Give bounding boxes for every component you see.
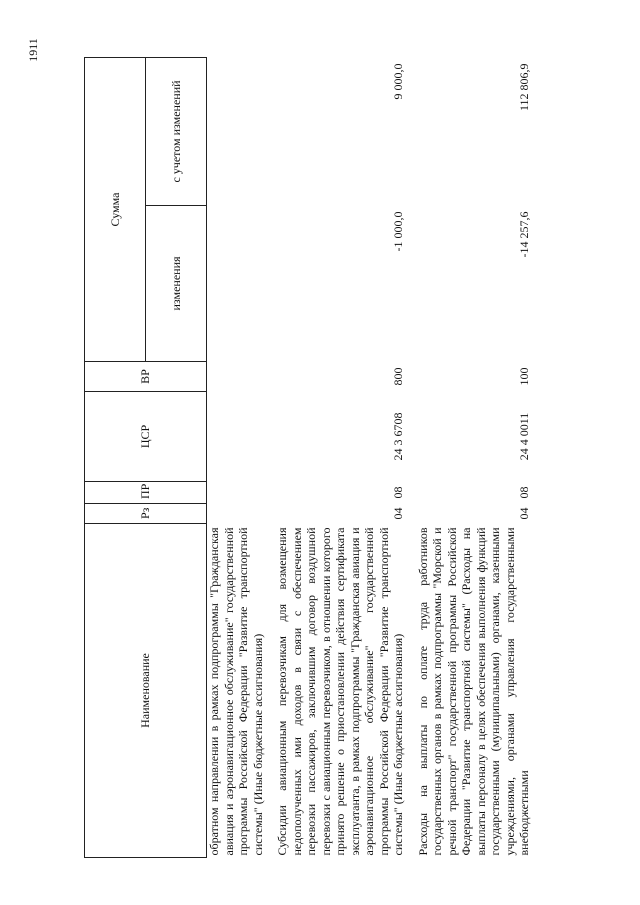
header-name: Наименование [85, 524, 207, 858]
header-with-change: с учетом изменений [146, 57, 207, 205]
row-csr [207, 392, 266, 482]
row-vr [207, 362, 266, 392]
row-change [207, 206, 266, 362]
row-pr: 08 [517, 486, 531, 499]
header-sum: Сумма [85, 57, 146, 361]
row-name: Субсидии авиационным перевозчикам для возмещения недополученных ими доходов в связи с обеспечением перевозки пассажиров, заключившим договор воздушной перевозки с авиационным перевозчиком, в отношении которого принято решение о приостановлении действия сертификата эксплуатанта, в рамках подпрограммы "Гражданская авиация и аэронавигационное обслуживание" государственной программы Российской Федерации "Развитие транспортной системы" (Иные бюджетные ассигнования) [275, 527, 405, 856]
row-spacer [265, 57, 275, 857]
table-row [416, 57, 532, 857]
row-with-change: 9 000,0 [391, 63, 405, 100]
row-vr: 800 [391, 367, 405, 386]
header-vr: ВР [85, 362, 207, 392]
header-rz: Рз [85, 504, 207, 524]
header-pr: ПР [85, 482, 207, 504]
page-number: 1911 [26, 38, 40, 62]
row-spacer [406, 57, 416, 857]
header-csr: ЦСР [85, 392, 207, 482]
row-rz [207, 504, 266, 524]
budget-table [84, 57, 532, 858]
row-pr: 08 [391, 486, 405, 499]
row-pr [207, 482, 266, 504]
row-change: -1 000,0 [391, 211, 405, 252]
row-rz: 04 [391, 507, 405, 520]
row-name: обратном направлении в рамках подпрограммы "Гражданская авиация и аэронавигационное обслуживание" государственной программы Российской Федерации "Развитие транспортной системы" (Иные бюджетные ассигнования) [207, 527, 265, 856]
row-with-change [207, 57, 266, 205]
row-rz: 04 [517, 507, 531, 520]
row-with-change: 112 806,9 [517, 63, 531, 112]
row-name: Расходы на выплаты по оплате труда работников государственных органов в рамках подпрограммы "Морской и речной транспорт" государственной программы Российской Федерации "Развитие транспортной системы" (Расходы на выплаты персоналу в целях обеспечения выполнения функций государственными (муниципальными) органами, казенными учреждениями, органами управления государственными внебюджетными [415, 527, 531, 856]
row-csr: 24 3 6708 [391, 412, 405, 461]
header-change: изменения [146, 206, 207, 362]
row-csr: 24 4 0011 [517, 412, 531, 461]
table-row [275, 57, 406, 857]
row-vr: 100 [517, 367, 531, 386]
table-row [207, 57, 266, 857]
budget-table-page [84, 58, 604, 858]
row-change: -14 257,6 [517, 211, 531, 258]
